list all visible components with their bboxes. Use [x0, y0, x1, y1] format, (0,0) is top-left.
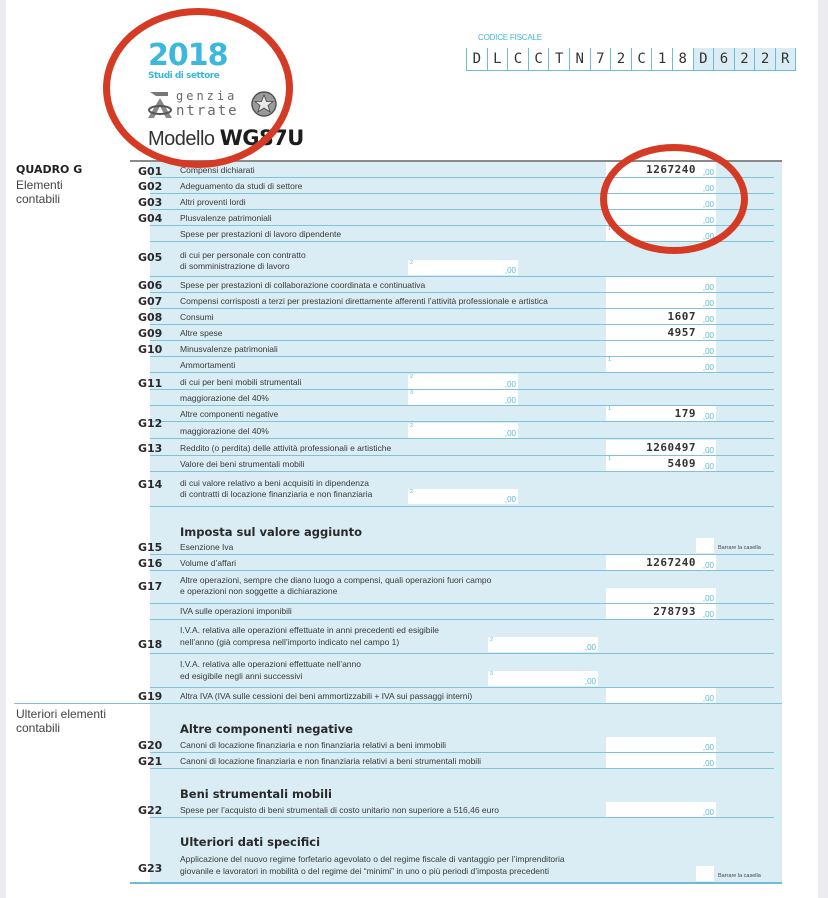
decimal-suffix: ,00 — [702, 446, 714, 455]
section-caption-ulteriori: Ulteriori elementi contabili — [16, 707, 107, 735]
subsection-title: Imposta sul valore aggiunto — [180, 525, 362, 539]
row-label: nell’anno (già compresa nell’importo indicato nel campo 1) — [180, 637, 400, 647]
row-label: I.V.A. relativa alle operazioni effettuate nell’anno — [180, 659, 361, 669]
row-label: Esenzione Iva — [180, 542, 234, 552]
cf-char: R — [775, 48, 796, 71]
row-code: G09 — [138, 327, 163, 340]
decimal-suffix: ,00 — [702, 412, 714, 421]
decimal-suffix: ,00 — [702, 299, 714, 308]
row-code: G15 — [138, 541, 163, 554]
g14-amount-field-1[interactable] — [606, 456, 716, 471]
field-index: 1 — [608, 406, 612, 412]
cf-char: 7 — [590, 48, 611, 71]
g13-value: 1260497 — [646, 441, 696, 454]
field-index: 2 — [490, 637, 494, 643]
decimal-suffix: ,00 — [504, 396, 516, 405]
decimal-suffix: ,00 — [702, 743, 714, 752]
model-code: WG87U — [219, 126, 304, 150]
subsection-title: Beni strumentali mobili — [180, 787, 332, 801]
row-label: Plusvalenze patrimoniali — [180, 213, 272, 223]
row-code: G23 — [138, 862, 163, 875]
row-code: G11 — [138, 377, 163, 390]
row-code: G19 — [138, 690, 163, 703]
cf-char: T — [548, 48, 569, 71]
annotation-circle-logo — [103, 8, 293, 168]
row-label: di cui per beni mobili strumentali — [180, 377, 302, 387]
row-code: G21 — [138, 755, 163, 768]
g07-amount-field[interactable] — [606, 293, 716, 308]
annotation-circle-amount — [600, 144, 748, 254]
row-label: di cui valore relativo a beni acquisiti in dipendenza — [180, 478, 370, 488]
decimal-suffix: ,00 — [702, 331, 714, 340]
row-rule — [150, 570, 774, 571]
decimal-suffix: ,00 — [702, 232, 714, 241]
field-index: 1 — [608, 357, 612, 363]
g22-amount-field[interactable] — [606, 802, 716, 817]
row-code: G02 — [138, 180, 163, 193]
model-prefix: Modello — [148, 128, 215, 150]
decimal-suffix: ,00 — [584, 643, 596, 652]
row-rule — [150, 653, 774, 654]
row-label: Volume d’affari — [180, 558, 237, 568]
decimal-suffix: ,00 — [702, 610, 714, 619]
row-label: Reddito (o perdita) delle attività professionali e artistiche — [180, 443, 392, 453]
g18-amount-field-1[interactable] — [606, 604, 716, 619]
section-title: QUADRO G — [16, 163, 83, 176]
g11-amount-field-2[interactable] — [408, 374, 518, 389]
logo-text-top: genzia — [176, 89, 238, 103]
g15-checkbox[interactable] — [696, 538, 714, 553]
g13-amount-field[interactable] — [606, 440, 716, 455]
decimal-suffix: ,00 — [702, 759, 714, 768]
row-label: Spese per prestazioni di collaborazione coordinata e continuativa — [180, 280, 426, 290]
codice-fiscale-label: CODICE FISCALE — [478, 33, 542, 42]
row-rule — [150, 619, 774, 620]
g20-amount-field[interactable] — [606, 737, 716, 752]
g16-value: 1267240 — [646, 556, 696, 569]
row-label: I.V.A. relativa alle operazioni effettuate in anni precedenti ed esigibile — [180, 625, 439, 635]
row-code: G20 — [138, 739, 163, 752]
decimal-suffix: ,00 — [504, 266, 516, 275]
g18-amount-field-2[interactable] — [488, 637, 598, 652]
g18-value-1: 278793 — [653, 605, 696, 618]
row-rule — [150, 506, 774, 507]
row-label: Consumi — [180, 312, 214, 322]
g08-amount-field[interactable] — [606, 309, 716, 324]
row-label: Altra IVA (IVA sulle cessioni dei beni ammortizzabili + IVA sui passaggi interni) — [180, 691, 473, 701]
row-code: G14 — [138, 478, 163, 491]
codice-fiscale-field[interactable] — [466, 48, 796, 71]
decimal-suffix: ,00 — [504, 495, 516, 504]
decimal-suffix: ,00 — [702, 594, 714, 603]
field-index: 2 — [410, 489, 414, 495]
cf-char: N — [569, 48, 590, 71]
decimal-suffix: ,00 — [702, 561, 714, 570]
decimal-suffix: ,00 — [702, 283, 714, 292]
section-bottom-rule — [130, 882, 782, 884]
row-label: Spese per prestazioni di lavoro dipendente — [180, 229, 342, 239]
row-code: G07 — [138, 295, 163, 308]
decimal-suffix: ,00 — [702, 363, 714, 372]
row-label: Spese per l’acquisto di beni strumentali di costo unitario non superiore a 516,46 euro — [180, 805, 499, 815]
g09-amount-field[interactable] — [606, 325, 716, 340]
cf-char: D — [466, 48, 487, 71]
g12-value-1: 179 — [674, 407, 696, 420]
g01-value: 1267240 — [646, 163, 696, 176]
g14-amount-field-2[interactable] — [408, 489, 518, 504]
decimal-suffix: ,00 — [504, 429, 516, 438]
row-label: di somministrazione di lavoro — [180, 261, 290, 271]
g16-amount-field[interactable] — [606, 555, 716, 570]
logo-text-bottom: ntrate — [176, 103, 239, 119]
cf-char: C — [528, 48, 549, 71]
row-label: Compensi dichiarati — [180, 165, 255, 175]
cf-char: 6 — [713, 48, 734, 71]
subsection-title: Ulteriori dati specifici — [180, 835, 321, 849]
row-code: G18 — [138, 638, 163, 651]
decimal-suffix: ,00 — [702, 216, 714, 225]
g06-amount-field[interactable] — [606, 277, 716, 292]
row-label: Applicazione del nuovo regime forfetario agevolato o del regime fiscale di vantaggio per l’imprenditoria — [180, 854, 565, 864]
form-subtitle: Studi di settore — [148, 71, 220, 81]
row-label: Canoni di locazione finanziaria e non finanziaria relativi a beni strumentali mobili — [180, 756, 481, 766]
decimal-suffix: ,00 — [702, 462, 714, 471]
row-rule — [150, 372, 774, 373]
g11-amount-field-1[interactable] — [606, 357, 716, 372]
row-label: Altri proventi lordi — [180, 197, 246, 207]
row-label: Altre componenti negative — [180, 409, 279, 419]
decimal-suffix: ,00 — [702, 168, 714, 177]
row-label: Minusvalenze patrimoniali — [180, 344, 278, 354]
checkbox-label: Barrare la casella — [718, 545, 761, 551]
row-code: G01 — [138, 165, 163, 178]
g11-amount-field-3[interactable] — [408, 390, 518, 405]
decimal-suffix: ,00 — [702, 315, 714, 324]
row-rule — [150, 438, 774, 439]
field-index: 3 — [410, 390, 414, 396]
g21-amount-field[interactable] — [606, 753, 716, 768]
row-code: G04 — [138, 212, 163, 225]
g09-value: 4957 — [667, 326, 696, 339]
g08-value: 1607 — [667, 310, 696, 323]
form-year: 2018 — [148, 38, 228, 73]
field-index: 2 — [410, 260, 414, 266]
g14-value-1: 5409 — [667, 457, 696, 470]
row-code: G16 — [138, 557, 163, 570]
row-label: maggiorazione del 40% — [180, 426, 269, 436]
row-rule — [150, 768, 774, 769]
g10-amount-field[interactable] — [606, 341, 716, 356]
row-label: Compensi corrisposti a terzi per prestazioni direttamente afferenti l’attività professionale e artistica — [180, 296, 548, 306]
row-code: G05 — [138, 251, 163, 264]
row-label: maggiorazione del 40% — [180, 393, 269, 403]
field-index: 2 — [410, 374, 414, 380]
decimal-suffix: ,00 — [504, 380, 516, 389]
row-code: G13 — [138, 442, 163, 455]
cf-char: D — [693, 48, 714, 71]
decimal-suffix: ,00 — [702, 184, 714, 193]
row-label: Altre operazioni, sempre che diano luogo a compensi, quali operazioni fuori campo — [180, 575, 492, 585]
cf-char: 8 — [672, 48, 693, 71]
section-caption-elementi: Elementi contabili — [16, 178, 63, 206]
decimal-suffix: ,00 — [702, 200, 714, 209]
field-index: 1 — [608, 226, 612, 232]
decimal-suffix: ,00 — [584, 677, 596, 686]
row-code: G22 — [138, 804, 163, 817]
row-label: Valore dei beni strumentali mobili — [180, 459, 305, 469]
field-index: 2 — [410, 423, 414, 429]
g05-amount-field-2[interactable] — [408, 260, 518, 275]
row-code: G10 — [138, 343, 163, 356]
row-label: IVA sulle operazioni imponibili — [180, 606, 292, 616]
row-rule — [150, 471, 774, 472]
row-label: Canoni di locazione finanziaria e non finanziaria relativi a beni immobili — [180, 740, 447, 750]
row-code: G03 — [138, 196, 163, 209]
g23-checkbox[interactable] — [696, 866, 714, 881]
row-label: Ammortamenti — [180, 360, 236, 370]
field-index: 3 — [490, 671, 494, 677]
row-label: Altre spese — [180, 328, 223, 338]
decimal-suffix: ,00 — [702, 694, 714, 703]
cf-char: L — [487, 48, 508, 71]
row-label: di cui per personale con contratto — [180, 250, 306, 260]
row-code: G08 — [138, 311, 163, 324]
g19-amount-field[interactable] — [606, 688, 716, 703]
row-code: G06 — [138, 279, 163, 292]
row-label: ed esigibile negli anni successivi — [180, 671, 303, 681]
row-rule — [150, 421, 774, 422]
row-code: G12 — [138, 417, 163, 430]
row-code: G17 — [138, 580, 163, 593]
cf-char: 2 — [610, 48, 631, 71]
decimal-suffix: ,00 — [702, 347, 714, 356]
cf-char: C — [631, 48, 652, 71]
g18-amount-field-3[interactable] — [488, 671, 598, 686]
row-label: Adeguamento da studi di settore — [180, 181, 303, 191]
g12-amount-field-2[interactable] — [408, 423, 518, 438]
cf-char: 2 — [734, 48, 755, 71]
g17-amount-field[interactable] — [606, 588, 716, 603]
cf-char: C — [507, 48, 528, 71]
cf-char: 1 — [651, 48, 672, 71]
row-rule — [150, 817, 774, 818]
checkbox-label: Barrare la casella — [718, 873, 761, 879]
row-label: e operazioni non soggette a dichiarazione — [180, 586, 338, 596]
subsection-title: Altre componenti negative — [180, 722, 353, 736]
g12-amount-field-1[interactable] — [606, 406, 716, 421]
row-label: di contratti di locazione finanziaria e non finanziaria — [180, 489, 373, 499]
field-index: 1 — [608, 456, 612, 462]
decimal-suffix: ,00 — [702, 808, 714, 817]
cf-char: 2 — [754, 48, 775, 71]
section-divider — [14, 703, 782, 704]
row-label: giovanile e lavoratori in mobilità o del regime dei “minimi” in uno o più periodi d’imposta precedenti — [180, 866, 549, 876]
